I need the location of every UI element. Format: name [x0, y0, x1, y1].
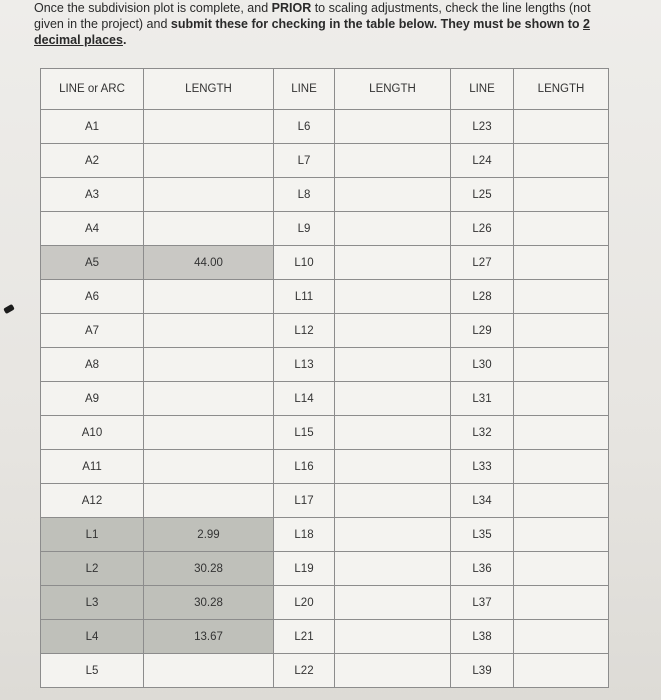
length-input-cell[interactable]: 44.00 — [144, 246, 274, 280]
row-label-cell: L30 — [451, 348, 514, 382]
length-input-cell[interactable] — [514, 654, 609, 688]
instructions-period: . — [122, 33, 127, 47]
length-input-cell[interactable] — [144, 484, 274, 518]
length-input-cell[interactable] — [335, 484, 451, 518]
length-input-cell[interactable] — [144, 212, 274, 246]
length-input-cell[interactable] — [514, 280, 609, 314]
length-input-cell[interactable] — [335, 144, 451, 178]
table-row — [41, 144, 609, 178]
instructions-line-1 — [34, 0, 624, 16]
row-label-cell: L33 — [451, 450, 514, 484]
table-row — [41, 450, 609, 484]
row-label-cell: L12 — [274, 314, 335, 348]
length-input-cell[interactable] — [514, 110, 609, 144]
row-label-cell: L38 — [451, 620, 514, 654]
length-input-cell[interactable]: 2.99 — [144, 518, 274, 552]
length-input-cell[interactable] — [335, 552, 451, 586]
length-input-cell[interactable] — [335, 450, 451, 484]
row-label-cell: L16 — [274, 450, 335, 484]
row-label-cell: L2 — [41, 552, 144, 586]
length-input-cell[interactable] — [514, 620, 609, 654]
table-row — [41, 178, 609, 212]
row-label-cell: L17 — [274, 484, 335, 518]
length-input-cell[interactable]: 30.28 — [144, 552, 274, 586]
row-label-cell: L22 — [274, 654, 335, 688]
row-label-cell: L7 — [274, 144, 335, 178]
row-label-cell: L27 — [451, 246, 514, 280]
header-line-2: LINE — [274, 69, 335, 110]
table-row — [41, 348, 609, 382]
length-input-cell[interactable] — [514, 518, 609, 552]
row-label-cell: L19 — [274, 552, 335, 586]
length-input-cell[interactable] — [514, 382, 609, 416]
header-length-2: LENGTH — [335, 69, 451, 110]
row-label-cell: L32 — [451, 416, 514, 450]
length-input-cell[interactable] — [514, 450, 609, 484]
length-input-cell[interactable] — [335, 620, 451, 654]
length-input-cell[interactable] — [144, 348, 274, 382]
instructions-line-2-a: given in the project) and — [34, 17, 171, 31]
instructions-decimal-count: 2 — [582, 17, 590, 31]
table-row — [41, 280, 609, 314]
row-label-cell: L13 — [274, 348, 335, 382]
row-label-cell: L9 — [274, 212, 335, 246]
row-label-cell: L25 — [451, 178, 514, 212]
length-input-cell[interactable] — [144, 144, 274, 178]
instructions-submit-emphasis: submit these for checking in the table below. They must be shown to — [170, 17, 583, 31]
row-label-cell: L1 — [41, 518, 144, 552]
length-input-cell[interactable] — [144, 178, 274, 212]
length-input-cell[interactable] — [144, 654, 274, 688]
length-input-cell[interactable] — [514, 348, 609, 382]
row-label-cell: A2 — [41, 144, 144, 178]
table-row — [41, 484, 609, 518]
row-label-cell: L3 — [41, 586, 144, 620]
instructions-text — [34, 0, 624, 48]
length-input-cell[interactable] — [335, 110, 451, 144]
table-header-row — [41, 69, 609, 110]
instructions-prior-emphasis: PRIOR — [271, 1, 312, 15]
row-label-cell: A9 — [41, 382, 144, 416]
length-input-cell[interactable] — [144, 280, 274, 314]
length-input-cell[interactable] — [514, 178, 609, 212]
row-label-cell: A11 — [41, 450, 144, 484]
row-label-cell: L39 — [451, 654, 514, 688]
header-length-1: LENGTH — [144, 69, 274, 110]
table-row — [41, 552, 609, 586]
row-label-cell: L6 — [274, 110, 335, 144]
length-input-cell[interactable] — [514, 144, 609, 178]
row-label-cell: A6 — [41, 280, 144, 314]
length-input-cell[interactable] — [335, 348, 451, 382]
row-label-cell: L31 — [451, 382, 514, 416]
length-input-cell[interactable]: 13.67 — [144, 620, 274, 654]
length-input-cell[interactable] — [514, 314, 609, 348]
row-label-cell: A12 — [41, 484, 144, 518]
length-input-cell[interactable] — [335, 416, 451, 450]
row-label-cell: A5 — [41, 246, 144, 280]
length-input-cell[interactable] — [514, 586, 609, 620]
row-label-cell: L24 — [451, 144, 514, 178]
length-input-cell[interactable] — [514, 552, 609, 586]
row-label-cell: A3 — [41, 178, 144, 212]
line-length-table — [40, 68, 609, 688]
length-input-cell[interactable] — [514, 416, 609, 450]
header-length-3: LENGTH — [514, 69, 609, 110]
length-input-cell[interactable] — [335, 246, 451, 280]
table-row — [41, 518, 609, 552]
pen-mark — [3, 304, 15, 314]
row-label-cell: A7 — [41, 314, 144, 348]
row-label-cell: A8 — [41, 348, 144, 382]
table-row — [41, 314, 609, 348]
table-row — [41, 110, 609, 144]
table-row — [41, 416, 609, 450]
instructions-line-2 — [34, 16, 624, 32]
table-row — [41, 212, 609, 246]
row-label-cell: L37 — [451, 586, 514, 620]
row-label-cell: L35 — [451, 518, 514, 552]
instructions-line-1-c: to scaling adjustments, check the line lengths (not — [311, 1, 591, 15]
length-input-cell[interactable] — [144, 382, 274, 416]
instructions-decimal-places: decimal places — [34, 33, 123, 47]
length-input-cell[interactable] — [335, 314, 451, 348]
length-input-cell[interactable] — [514, 246, 609, 280]
length-input-cell[interactable] — [144, 416, 274, 450]
row-label-cell: L5 — [41, 654, 144, 688]
length-input-cell[interactable] — [335, 586, 451, 620]
table-row — [41, 620, 609, 654]
length-input-cell[interactable] — [514, 484, 609, 518]
header-line-3: LINE — [451, 69, 514, 110]
row-label-cell: L26 — [451, 212, 514, 246]
row-label-cell: A10 — [41, 416, 144, 450]
length-input-cell[interactable] — [144, 314, 274, 348]
table-row — [41, 586, 609, 620]
length-input-cell[interactable] — [335, 178, 451, 212]
length-input-cell[interactable]: 30.28 — [144, 586, 274, 620]
row-label-cell: L23 — [451, 110, 514, 144]
length-input-cell[interactable] — [335, 654, 451, 688]
row-label-cell: L10 — [274, 246, 335, 280]
row-label-cell: L11 — [274, 280, 335, 314]
length-input-cell[interactable] — [514, 212, 609, 246]
length-input-cell[interactable] — [335, 518, 451, 552]
header-line-or-arc: LINE or ARC — [41, 69, 144, 110]
instructions-line-3 — [34, 32, 624, 48]
instructions-line-1-a: Once the subdivision plot is complete, and — [34, 1, 272, 15]
row-label-cell: L14 — [274, 382, 335, 416]
row-label-cell: L36 — [451, 552, 514, 586]
row-label-cell: L28 — [451, 280, 514, 314]
row-label-cell: L29 — [451, 314, 514, 348]
table-row — [41, 382, 609, 416]
row-label-cell: L15 — [274, 416, 335, 450]
length-input-cell[interactable] — [144, 110, 274, 144]
row-label-cell: L21 — [274, 620, 335, 654]
length-input-cell[interactable] — [144, 450, 274, 484]
table-row — [41, 246, 609, 280]
row-label-cell: L34 — [451, 484, 514, 518]
row-label-cell: A1 — [41, 110, 144, 144]
row-label-cell: L4 — [41, 620, 144, 654]
row-label-cell: L20 — [274, 586, 335, 620]
row-label-cell: L18 — [274, 518, 335, 552]
length-input-cell[interactable] — [335, 212, 451, 246]
row-label-cell: L8 — [274, 178, 335, 212]
length-input-cell[interactable] — [335, 382, 451, 416]
length-input-cell[interactable] — [335, 280, 451, 314]
row-label-cell: A4 — [41, 212, 144, 246]
table-row — [41, 654, 609, 688]
